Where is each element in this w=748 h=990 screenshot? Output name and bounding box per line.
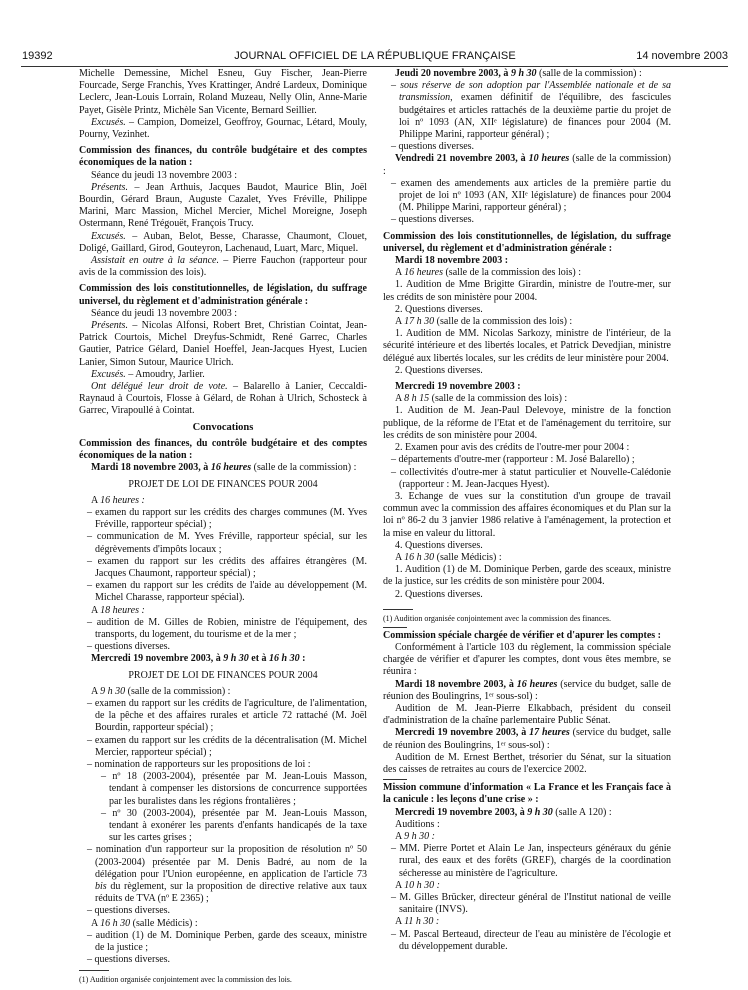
agenda-item: – M. Pascal Berteaud, directeur de l'eau au ministère de l'écologie et du développement durable.	[391, 928, 671, 952]
session-date: Séance du jeudi 13 novembre 2003 :	[91, 169, 238, 181]
agenda-subitem: – nº 30 (2003-2004), présentée par M. Jean-Louis Masson, tendant à exonérer les parents d'enfants handicapés de la taxe sur les cartes grises ;	[101, 807, 367, 844]
footnote: (1) Audition organisée conjointement avec la commission des finances.	[383, 613, 612, 623]
right-column	[383, 68, 671, 953]
time-slot: A 16 h 30 (salle Médicis) :	[91, 917, 198, 929]
agenda-subitem: – départements d'outre-mer (rapporteur : M. José Balarello) ;	[391, 454, 635, 466]
time-slot: A 9 h 30 (salle de la commission) :	[91, 685, 231, 697]
members-list: Michelle Demessine, Michel Esneu, Guy Fischer, Jean-Pierre Fourcade, Serge Franchis, Yves Krattinger, André Lardeux, Dominique Leclerc, Jean-Louis Lorrain, Roland Muzeau, Nelly Olin, Anne-Marie Payet, Gisèle Printz, Michèle San Vicente, Bernard Seillier.	[79, 68, 367, 116]
convocations-title: Convocations	[192, 421, 254, 433]
agenda-item: 2. Questions diverses.	[395, 303, 483, 315]
meeting-date: Mercredi 19 novembre 2003, à 9 h 30 (salle A 120) :	[395, 806, 612, 818]
time-slot: A 9 h 30 :	[395, 830, 436, 842]
footnote-rule	[79, 970, 109, 971]
time-slot: A 16 h 30 (salle Médicis) :	[395, 551, 502, 563]
time-slot: A 10 h 30 :	[395, 879, 441, 891]
agenda-item: – audition (1) de M. Dominique Perben, garde des sceaux, ministre de la justice ;	[87, 929, 367, 954]
agenda-item: – examen du rapport sur les crédits des charges communes (M. Yves Fréville, rapporteur spécial) ;	[87, 506, 367, 531]
agenda-item: 1. Audition de Mme Brigitte Girardin, ministre de l'outre-mer, sur les crédits de son ministère pour 2004.	[383, 279, 671, 303]
agenda-item: 2. Questions diverses.	[395, 364, 483, 376]
agenda-item: – questions diverses.	[391, 214, 475, 226]
bill-title: PROJET DE LOI DE FINANCES POUR 2004	[128, 478, 318, 490]
page-header	[22, 50, 728, 64]
bill-title: PROJET DE LOI DE FINANCES POUR 2004	[128, 669, 318, 681]
agenda-item: 1. Audition de M. Jean-Paul Delevoye, ministre de la fonction publique, de la réforme de l'Etat et de l'aménagement du territoire, sur les crédits de son ministère pour 2004.	[383, 405, 671, 441]
divider	[383, 779, 407, 780]
section-heading: Commission spéciale chargée de vérifier et d'apurer les comptes :	[383, 629, 661, 641]
agenda-item: – examen du rapport sur les crédits de l'agriculture, de l'alimentation, de la pêche et des affaires rurales et article 72 rattaché (M. Joël Bourdin, rapporteur spécial) ;	[87, 697, 367, 734]
header-rule	[21, 66, 728, 67]
attendee-paragraph: Assistait en outre à la séance. – Pierre Fauchon (rapporteur pour avis de la commission des lois).	[79, 255, 367, 279]
proxy-paragraph: Ont délégué leur droit de vote. – Balarello à Lanier, Ceccaldi-Raynaud à Courtois, Flosse à Gélard, de Rohan à Ulrich, Schosteck à Garrec, Virapoullé à Cointat.	[79, 381, 367, 417]
agenda-item: – communication de M. Yves Fréville, rapporteur spécial, sur les dégrèvements d'impôts locaux ;	[87, 531, 367, 555]
agenda-item: – MM. Pierre Portet et Alain Le Jan, inspecteurs généraux du génie rural, des eaux et des forêts (GREF), chargés de la coordination sécheresse au ministère de l'agriculture.	[391, 843, 671, 879]
agenda-item: – audition de M. Gilles de Robien, ministre de l'équipement, des transports, du logement, du tourisme et de la mer ;	[87, 616, 367, 640]
time-slot: A 17 h 30 (salle de la commission des lois) :	[395, 316, 573, 328]
meeting-date: Jeudi 20 novembre 2003, à 9 h 30 (salle de la commission) :	[395, 68, 642, 79]
agenda-item: 1. Audition (1) de M. Dominique Perben, garde des sceaux, ministre de la justice, sur les crédits de son ministère pour 2004.	[383, 564, 671, 588]
paragraph: Audition de M. Jean-Pierre Elkabbach, président du conseil d'administration de la chaîne parlementaire Public Sénat.	[383, 702, 671, 727]
section-heading: Commission des finances, du contrôle budgétaire et des comptes économiques de la nation :	[79, 437, 367, 462]
issue-date: 14 novembre 2003	[636, 50, 728, 62]
time-slot: A 16 heures (salle de la commission des lois) :	[395, 267, 582, 279]
excused-paragraph: Excusés. – Auban, Belot, Besse, Charasse, Chaumont, Clouet, Doligé, Gaillard, Girod, Gouteyron, Lachenaud, Luart, Marc, Miquel.	[79, 230, 367, 254]
present-paragraph: Présents. – Nicolas Alfonsi, Robert Bret, Christian Cointat, Jean-Patrick Courtois, Michel Dreyfus-Schmidt, René Garrec, Charles Gautier, Patrice Gélard, Daniel Hoeffel, Jean-Jacques Hyest, Lucien Lanier, Simon Sutour, Maurice Ulrich.	[79, 320, 367, 368]
agenda-item: 4. Questions diverses.	[395, 539, 483, 551]
agenda-item: 1. Audition de MM. Nicolas Sarkozy, ministre de l'intérieur, de la sécurité intérieure et des libertés locales, et Patrick Devedjian, ministre délégué aux libertés locales, sur les crédits de leur ministère pour 2004.	[383, 328, 671, 364]
section-heading: Commission des finances, du contrôle budgétaire et des comptes économiques de la nation :	[79, 145, 367, 169]
journal-title: JOURNAL OFFICIEL DE LA RÉPUBLIQUE FRANÇAISE	[234, 50, 516, 62]
paragraph: Audition de M. Ernest Berthet, trésorier du Sénat, sur la situation des caisses de retraites au cours de l'exercice 2002.	[383, 751, 671, 775]
section-heading: Commission des lois constitutionnelles, de législation, du suffrage universel, du règlement et d'administration générale :	[383, 230, 671, 254]
excused-paragraph: Excusés. – Amoudry, Jarlier.	[91, 368, 205, 380]
agenda-item: 2. Questions diverses.	[395, 588, 483, 600]
meeting-date: Mercredi 19 novembre 2003, à 17 heures (service du budget, salle de réunion des Boulingrins, 1ᵉʳ sous-sol) :	[383, 727, 671, 751]
meeting-date: Mardi 18 novembre 2003 :	[395, 255, 509, 267]
agenda-item: – questions diverses.	[391, 141, 475, 153]
excused-paragraph: Excusés. – Campion, Domeizel, Geoffroy, Gournac, Létard, Mouly, Pourny, Vezinhet.	[79, 116, 367, 141]
meeting-date: Mardi 18 novembre 2003, à 16 heures (service du budget, salle de réunion des Boulingrins, 1ᵉʳ sous-sol) :	[383, 678, 671, 702]
section-heading: Commission des lois constitutionnelles, de législation, du suffrage universel, du règlement et d'administration générale :	[79, 283, 367, 307]
time-slot: A 16 heures :	[91, 494, 145, 506]
agenda-item: – questions diverses.	[87, 954, 171, 966]
agenda-item: 2. Examen pour avis des crédits de l'outre-mer pour 2004 :	[395, 442, 630, 454]
agenda-item: – nomination de rapporteurs sur les propositions de loi :	[87, 758, 311, 770]
meeting-date: Mercredi 19 novembre 2003 :	[395, 381, 521, 393]
divider	[383, 627, 407, 628]
footnote-rule	[383, 609, 413, 610]
present-paragraph: Présents. – Jean Arthuis, Jacques Baudot, Maurice Blin, Joël Bourdin, Gérard Braun, Auguste Cazalet, Yves Fréville, Philippe Marini, Marc Massion, Michel Mercier, Michel Moreigne, Joseph Ostermann, René Trégouët, François Trucy.	[79, 181, 367, 230]
agenda-item: 3. Echange de vues sur la constitution d'un groupe de travail commun avec la commission des affaires économiques et du Plan sur la loi nº 86-2 du 3 janvier 1986 relative à l'aménagement, la protection et la mise en valeur du littoral.	[383, 490, 671, 539]
paragraph: Auditions :	[395, 818, 440, 830]
agenda-item: – nomination d'un rapporteur sur la proposition de résolution nº 50 (2003-2004) présentée par M. Denis Badré, au nom de la délégation pour l'Union européenne, en application de l'article 73 bis du règlement, sur la proposition de directive relative aux taux réduits de TVA (nº E 2365) ;	[87, 844, 367, 905]
agenda-item: – examen du rapport sur les crédits des affaires étrangères (M. Jacques Chaumont, rapporteur spécial) ;	[87, 555, 367, 579]
agenda-item: – examen du rapport sur les crédits de l'aide au développement (M. Michel Charasse, rapporteur spécial).	[87, 580, 367, 604]
agenda-subitem: – collectivités d'outre-mer à statut particulier et Nouvelle-Calédonie (rapporteur : M. Jean-Jacques Hyest).	[391, 466, 671, 490]
meeting-date: Mercredi 19 novembre 2003, à 9 h 30 et à 16 h 30 :	[91, 653, 306, 665]
left-column	[79, 68, 367, 985]
agenda-item: – questions diverses.	[87, 641, 171, 653]
section-heading: Mission commune d'information « La France et les Français face à la canicule : les leçons d'une crise » :	[383, 782, 671, 806]
footnote: (1) Audition organisée conjointement avec la commission des lois.	[79, 975, 292, 985]
time-slot: A 18 heures :	[91, 604, 145, 616]
agenda-subitem: – nº 18 (2003-2004), présentée par M. Jean-Louis Masson, tendant à compenser les distorsions de concurrence supportées par les buralistes dans les régions frontalières ;	[101, 771, 367, 807]
time-slot: A 11 h 30 :	[395, 916, 440, 928]
time-slot: A 8 h 15 (salle de la commission des lois) :	[395, 393, 568, 405]
agenda-item: – examen des amendements aux articles de la première partie du projet de loi nº 1093 (AN, XIIᵉ législature) de finances pour 2004 (M. Philippe Marini, rapporteur général) ;	[391, 177, 671, 214]
page-number: 19392	[22, 50, 53, 62]
session-date: Séance du jeudi 13 novembre 2003 :	[91, 307, 238, 319]
meeting-date: Vendredi 21 novembre 2003, à 10 heures (salle de la commission) :	[383, 153, 671, 177]
paragraph: Conformément à l'article 103 du règlement, la commission spéciale chargée de vérifier et d'apurer les comptes, dont vous êtes membre, se réunira :	[383, 641, 671, 678]
agenda-item: – M. Gilles Brücker, directeur général de l'Institut national de veille sanitaire (INVS).	[391, 892, 671, 916]
meeting-date: Mardi 18 novembre 2003, à 16 heures (salle de la commission) :	[91, 462, 357, 474]
agenda-item: – examen du rapport sur les crédits de la décentralisation (M. Michel Mercier, rapporteur spécial) ;	[87, 734, 367, 758]
agenda-item: – questions diverses.	[87, 905, 171, 917]
agenda-item: – sous réserve de son adoption par l'Assemblée nationale et de sa transmission, examen définitif de l'équilibre, des fascicules budgétaires et articles rattachés de la deuxième partie du projet de loi nº 1093 (AN, XIIᵉ législature) de finances pour 2004 (M. Philippe Marini, rapporteur général) ;	[391, 80, 672, 141]
